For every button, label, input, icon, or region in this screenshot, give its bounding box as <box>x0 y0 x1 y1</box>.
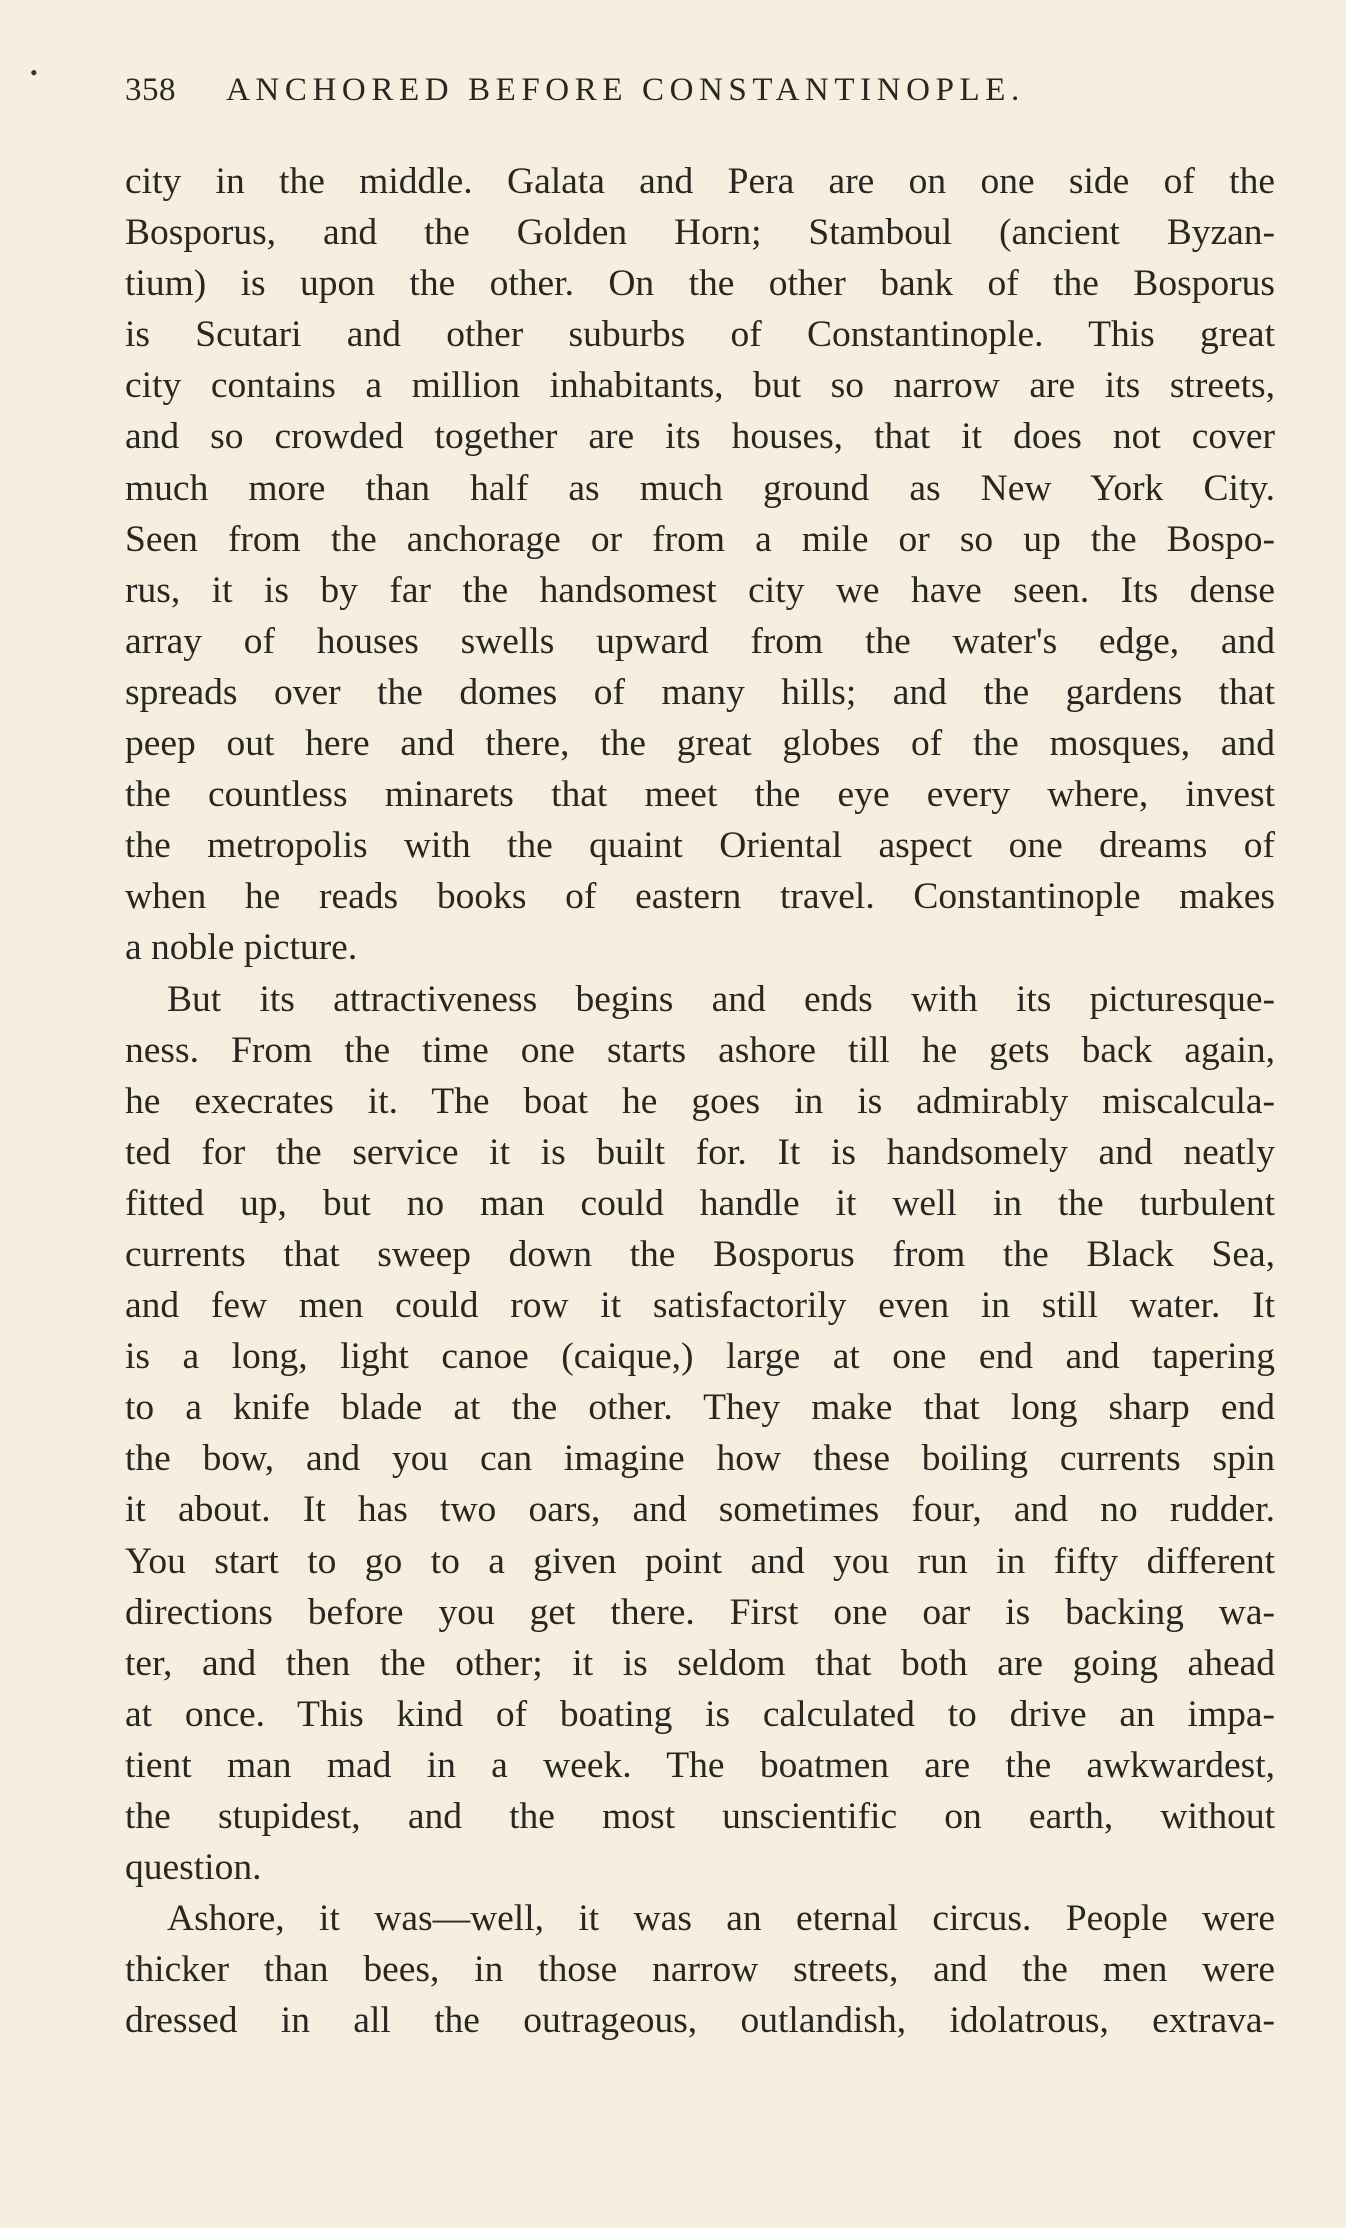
text-line: directions before you get there. First one oar is backing wa- <box>125 1591 1275 1633</box>
text-line: dressed in all the outrageous, outlandish, idolatrous, extrava- <box>125 2000 1275 2042</box>
paragraph <box>125 1893 1275 2046</box>
text-line: it about. It has two oars, and sometimes four, and no rudder. <box>125 1489 1275 1531</box>
text-line: to a knife blade at the other. They make that long sharp end <box>125 1387 1275 1429</box>
text-line: at once. This kind of boating is calculated to drive an impa- <box>125 1693 1275 1735</box>
text-line: he execrates it. The boat he goes in is admirably miscalcula- <box>125 1080 1275 1122</box>
text-line: a noble picture. <box>125 927 358 969</box>
text-line: is a long, light canoe (caique,) large at one end and tapering <box>125 1336 1275 1378</box>
text-line: peep out here and there, the great globes of the mosques, and <box>125 723 1275 765</box>
text-line: thicker than bees, in those narrow streets, and the men were <box>125 1949 1275 1991</box>
body-text <box>125 156 1275 2046</box>
text-line: city in the middle. Galata and Pera are on one side of the <box>125 161 1275 202</box>
text-line: the metropolis with the quaint Oriental aspect one dreams of <box>125 825 1275 867</box>
text-line: array of houses swells upward from the water's edge, and <box>125 620 1275 662</box>
margin-mark: • <box>30 60 38 85</box>
text-line: ness. From the time one starts ashore till he gets back again, <box>125 1029 1275 1071</box>
text-line: question. <box>125 1847 262 1889</box>
text-line: and few men could row it satisfactorily even in still water. It <box>125 1285 1275 1327</box>
text-line: ter, and then the other; it is seldom that both are going ahead <box>125 1642 1275 1684</box>
text-line: city contains a million inhabitants, but so narrow are its streets, <box>125 365 1275 407</box>
text-line: the bow, and you can imagine how these boiling currents spin <box>125 1438 1275 1480</box>
text-line: is Scutari and other suburbs of Constantinople. This great <box>125 314 1275 356</box>
text-line: tient man mad in a week. The boatmen are the awkwardest, <box>125 1744 1275 1786</box>
text-line: the stupidest, and the most unscientific on earth, without <box>125 1796 1275 1837</box>
text-line: Seen from the anchorage or from a mile or so up the Bospo- <box>125 518 1275 560</box>
text-line: fitted up, but no man could handle it well in the turbulent <box>125 1182 1275 1224</box>
paragraph <box>125 156 1275 974</box>
text-line: and so crowded together are its houses, that it does not cover <box>125 416 1275 458</box>
running-head: ANCHORED BEFORE CONSTANTINOPLE. <box>226 72 1025 108</box>
text-line: much more than half as much ground as New York City. <box>125 467 1275 509</box>
text-line: spreads over the domes of many hills; and the gardens that <box>125 671 1275 713</box>
text-line: tium) is upon the other. On the other bank of the Bosporus <box>125 263 1275 305</box>
paragraph <box>125 974 1275 1894</box>
text-line: You start to go to a given point and you run in fifty different <box>125 1540 1275 1582</box>
page-number: 358 <box>125 72 176 108</box>
text-line: when he reads books of eastern travel. Constantinople makes <box>125 876 1275 918</box>
page-header <box>125 72 1275 132</box>
text-line: ted for the service it is built for. It is handsomely and neatly <box>125 1131 1275 1173</box>
text-line: But its attractiveness begins and ends with its picturesque- <box>167 978 1275 1020</box>
text-line: the countless minarets that meet the eye every where, invest <box>125 774 1275 816</box>
text-line: Ashore, it was—well, it was an eternal circus. People were <box>167 1898 1275 1940</box>
text-line: Bosporus, and the Golden Horn; Stamboul (ancient Byzan- <box>125 212 1275 254</box>
text-line: rus, it is by far the handsomest city we have seen. Its dense <box>125 569 1275 611</box>
text-line: currents that sweep down the Bosporus from the Black Sea, <box>125 1233 1275 1275</box>
